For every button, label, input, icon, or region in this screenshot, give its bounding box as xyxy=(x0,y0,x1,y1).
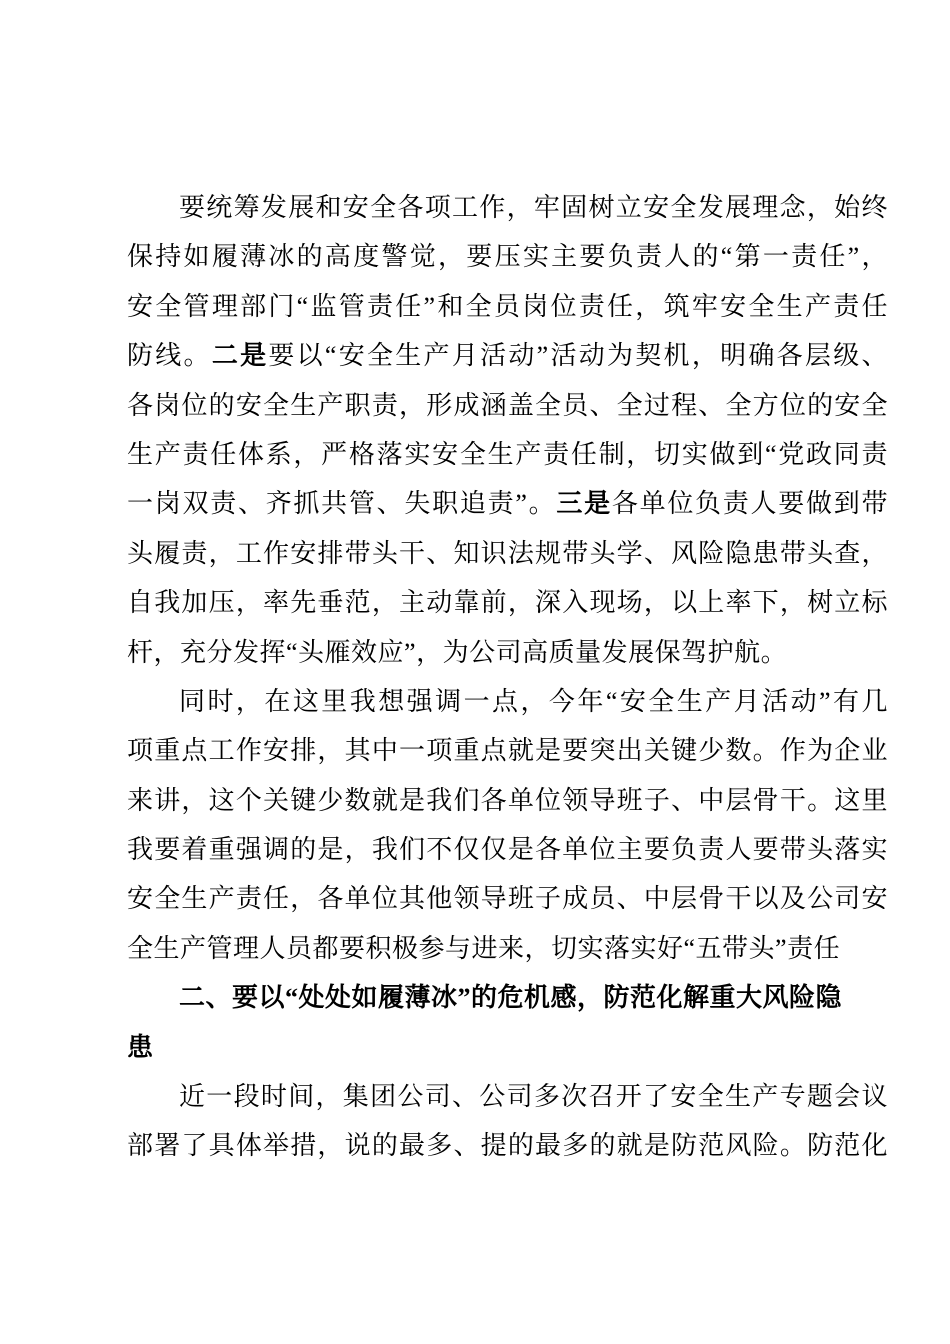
text-line-19 xyxy=(127,1072,888,1121)
text-run: 防线。 xyxy=(127,341,212,371)
text-line-8 xyxy=(127,529,888,578)
text-run: 近一段时间，集团公司、公司多次召开了安全生产专题会议 xyxy=(179,1082,888,1112)
text-line-10 xyxy=(127,628,888,677)
text-run: 保持如履薄冰的高度警觉，要压实主要负责人的“第一责任”， xyxy=(127,242,888,272)
text-line-20 xyxy=(127,1121,888,1170)
text-line-14 xyxy=(127,825,888,874)
bold-text-run: 患 xyxy=(127,1032,154,1062)
text-line-13 xyxy=(127,776,888,825)
text-run: 要统筹发展和安全各项工作，牢固树立安全发展理念，始终 xyxy=(179,193,888,222)
text-run: 来讲，这个关键少数就是我们各单位领导班子、中层骨干。这里 xyxy=(127,785,888,815)
text-line-18 xyxy=(127,1023,888,1072)
text-body xyxy=(127,183,888,1171)
text-line-9 xyxy=(127,578,888,627)
bold-text-run: 二、要以“处处如履薄冰”的危机感，防范化解重大风险隐 xyxy=(179,983,843,1013)
text-line-5 xyxy=(127,381,888,430)
text-line-15 xyxy=(127,874,888,923)
text-line-6 xyxy=(127,430,888,479)
text-line-17 xyxy=(127,973,888,1022)
text-run: 一岗双责、齐抓共管、失职追责”。 xyxy=(127,489,557,519)
text-run: 项重点工作安排，其中一项重点就是要突出关键少数。作为企业 xyxy=(127,736,888,766)
bold-text-run: 二是 xyxy=(211,341,269,371)
text-line-2 xyxy=(127,232,888,281)
text-line-12 xyxy=(127,726,888,775)
text-run: 要以“安全生产月活动”活动为契机，明确各层级、 xyxy=(268,341,888,371)
text-line-16 xyxy=(127,924,888,973)
text-run: 生产责任体系，严格落实安全生产责任制，切实做到“党政同责 xyxy=(127,439,888,469)
text-run: 自我加压，率先垂范，主动靠前，深入现场，以上率下，树立标 xyxy=(127,588,888,618)
text-run: 各单位负责人要做到带 xyxy=(611,489,888,519)
text-run: 头履责，工作安排带头干、知识法规带头学、风险隐患带头查， xyxy=(127,538,888,568)
text-run: 安全管理部门“监管责任”和全员岗位责任，筑牢安全生产责任 xyxy=(127,291,888,321)
text-run: 各岗位的安全生产职责，形成涵盖全员、全过程、全方位的安全 xyxy=(127,390,888,420)
text-run: 我要着重强调的是，我们不仅仅是各单位主要负责人要带头落实 xyxy=(127,835,888,865)
text-run: 部署了具体举措，说的最多、提的最多的就是防范风险。防范化 xyxy=(127,1131,888,1161)
text-line-7 xyxy=(127,479,888,528)
text-line-3 xyxy=(127,282,888,331)
text-run: 安全生产责任，各单位其他领导班子成员、中层骨干以及公司安 xyxy=(127,884,888,914)
bold-text-run: 三是 xyxy=(556,489,612,519)
text-line-1 xyxy=(127,183,888,232)
text-line-11 xyxy=(127,677,888,726)
text-run: 杆，充分发挥“头雁效应”，为公司高质量发展保驾护航。 xyxy=(127,637,788,667)
text-run: 同时，在这里我想强调一点，今年“安全生产月活动”有几 xyxy=(179,686,888,716)
text-line-4 xyxy=(127,331,888,380)
text-run: 全生产管理人员都要积极参与进来，切实落实好“五带头”责任 xyxy=(127,933,841,963)
